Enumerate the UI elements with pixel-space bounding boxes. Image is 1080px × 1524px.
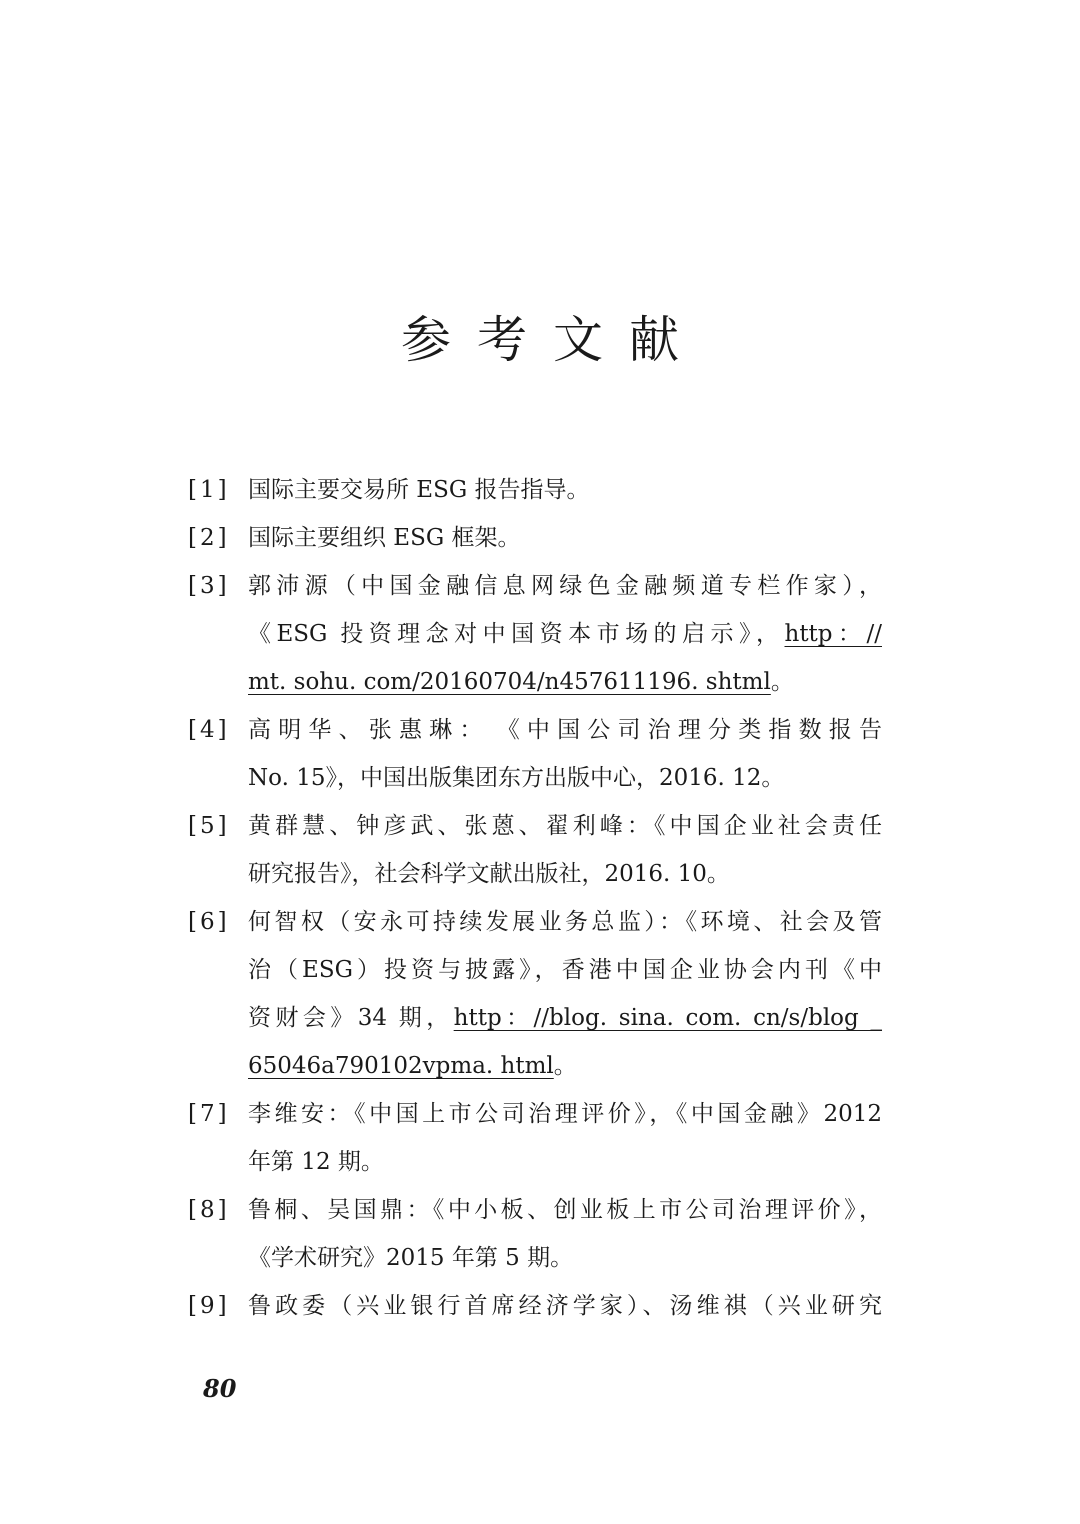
reference-item [188, 1090, 882, 1186]
reference-text [248, 1282, 882, 1330]
reference-list [188, 466, 882, 1330]
reference-line: 《学术研究》2015 年第 5 期。 [248, 1245, 574, 1271]
reference-item [188, 514, 882, 562]
reference-number: [7] [188, 1101, 230, 1127]
reference-link[interactable]: 65046a790102vpma. html [248, 1053, 554, 1079]
reference-text [248, 562, 882, 706]
reference-line: 郭沛源（中国金融信息网绿色金融频道专栏作家）， [248, 573, 882, 599]
reference-item [188, 562, 882, 706]
reference-link[interactable]: http：// [784, 621, 882, 647]
reference-text [248, 1186, 882, 1282]
reference-line: 鲁政委（兴业银行首席经济学家）、汤维祺（兴业研究 [248, 1293, 882, 1319]
reference-number: [4] [188, 717, 230, 743]
reference-item [188, 898, 882, 1090]
reference-number: [8] [188, 1197, 230, 1223]
reference-line: 高明华、张惠琳： 《中国公司治理分类指数报告 [248, 717, 882, 743]
reference-number: [5] [188, 813, 230, 839]
reference-link[interactable]: http：//blog. sina. com. cn/s/blog _ [453, 1005, 883, 1031]
reference-number: [6] [188, 909, 230, 935]
reference-text [248, 466, 882, 514]
page-title: 参考文献 [401, 311, 705, 369]
page-number: 80 [203, 1374, 237, 1403]
reference-line: 65046a790102vpma. html。 [248, 1053, 577, 1079]
reference-text [248, 802, 882, 898]
reference-text [248, 1090, 882, 1186]
reference-item [188, 802, 882, 898]
reference-line: 李维安：《中国上市公司治理评价》，《中国金融》2012 [248, 1101, 882, 1127]
reference-line: 资财会》34 期，http：//blog. sina. com. cn/s/blog _ [248, 1005, 883, 1031]
reference-link[interactable]: mt. sohu. com/20160704/n457611196. shtml [248, 669, 771, 695]
reference-text [248, 514, 882, 562]
reference-line: 治（ESG）投资与披露》，香港中国企业协会内刊《中 [248, 957, 882, 983]
reference-item [188, 1186, 882, 1282]
reference-text [248, 898, 882, 1090]
reference-number: [1] [188, 477, 230, 503]
reference-line: 何智权（安永可持续发展业务总监）：《环境、社会及管 [248, 909, 882, 935]
reference-number: [3] [188, 573, 230, 599]
reference-line: 鲁桐、吴国鼎：《中小板、创业板上市公司治理评价》， [248, 1197, 882, 1223]
reference-line: 年第 12 期。 [248, 1149, 384, 1175]
reference-line: 国际主要组织 ESG 框架。 [248, 525, 521, 551]
reference-line: mt. sohu. com/20160704/n457611196. shtml。 [248, 669, 794, 695]
reference-number: [2] [188, 525, 230, 551]
reference-item [188, 1282, 882, 1330]
reference-text [248, 706, 882, 802]
reference-line: 《ESG 投资理念对中国资本市场的启示》，http：// [248, 621, 882, 647]
reference-number: [9] [188, 1293, 230, 1319]
reference-line: No. 15》，中国出版集团东方出版中心，2016. 12。 [248, 765, 785, 791]
reference-line: 国际主要交易所 ESG 报告指导。 [248, 477, 590, 503]
reference-item [188, 466, 882, 514]
reference-line: 黄群慧、钟彦武、张蒽、翟利峰：《中国企业社会责任 [248, 813, 882, 839]
reference-line: 研究报告》，社会科学文献出版社，2016. 10。 [248, 861, 730, 887]
reference-item [188, 706, 882, 802]
